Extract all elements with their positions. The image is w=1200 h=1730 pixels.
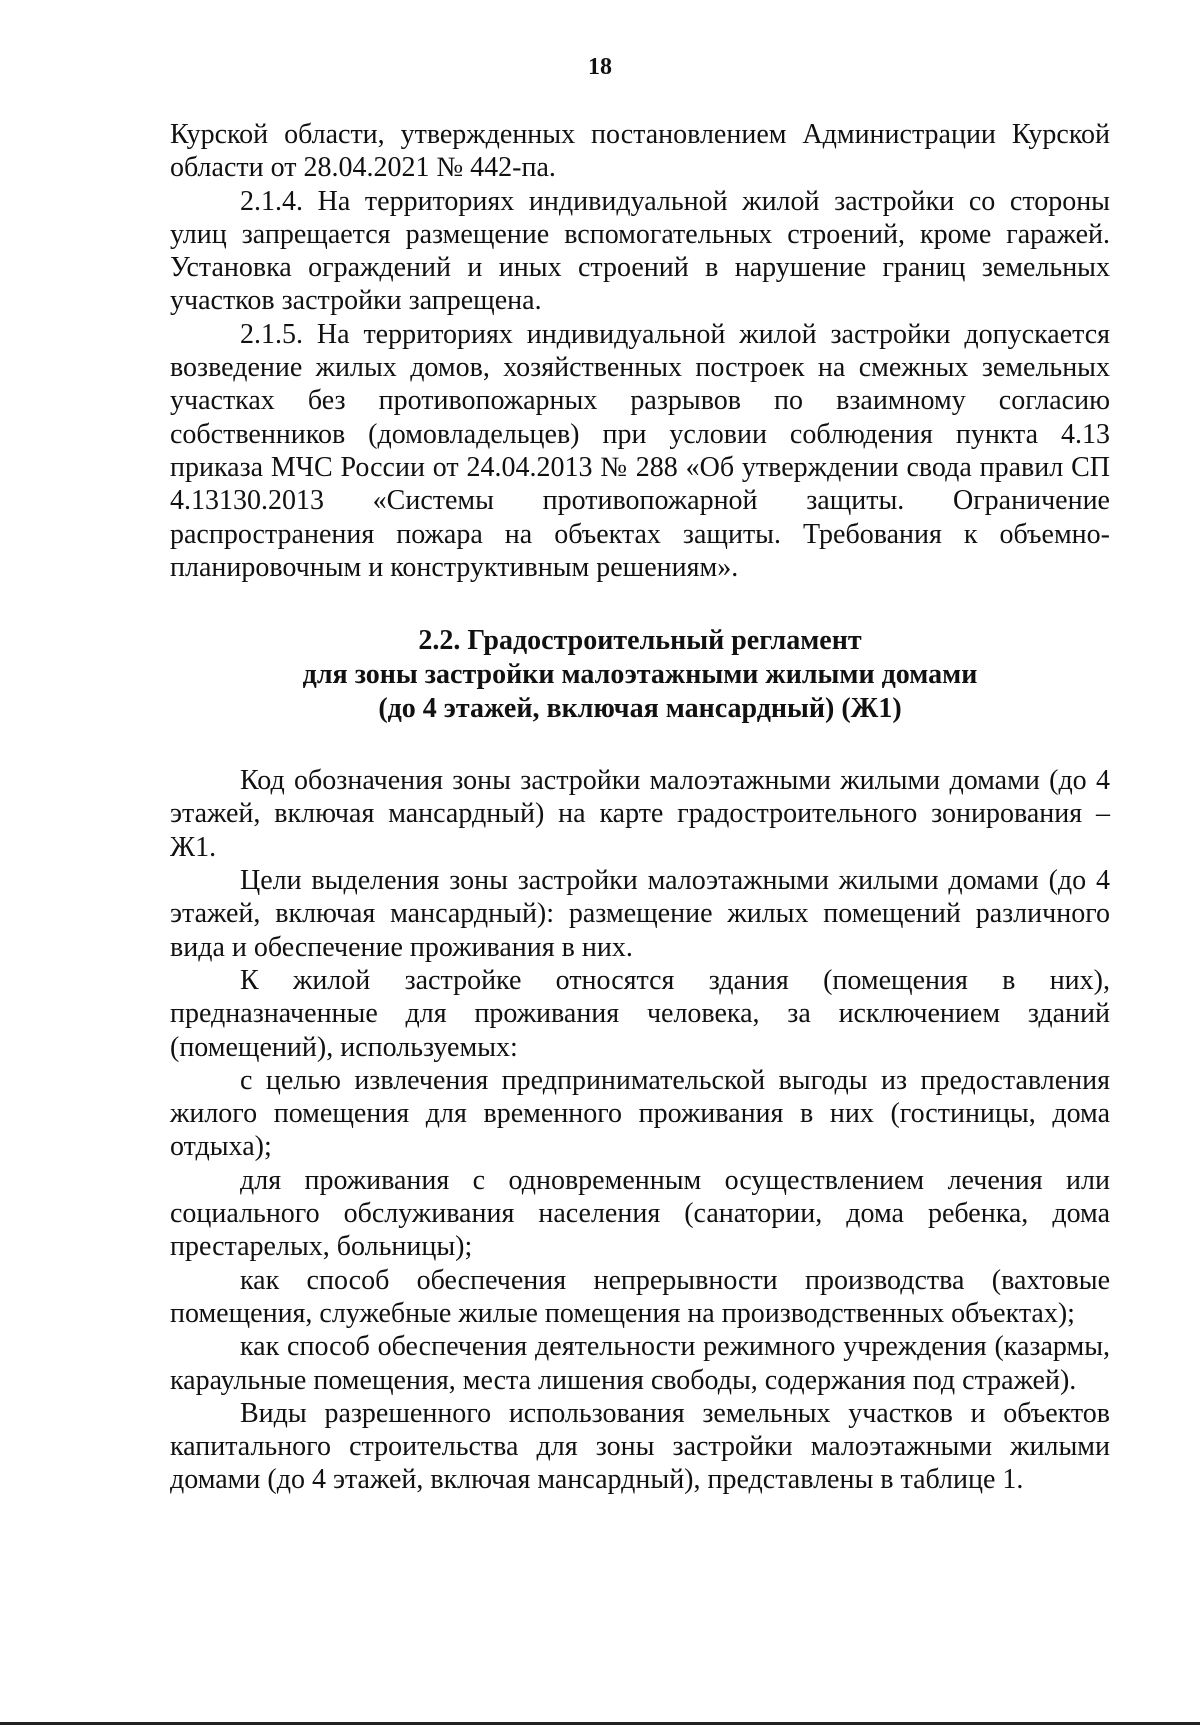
section-heading	[170, 624, 1110, 726]
section-heading-line-1: 2.2. Градостроительный регламент	[418, 625, 862, 657]
document-body	[170, 118, 1110, 1497]
page-number: 18	[588, 54, 612, 80]
paragraph-2-1-4: 2.1.4. На территориях индивидуальной жилой застройки со стороны улиц запрещается размещение вспомогательных строений, кроме гаражей. Установка ограждений и иных строений в нарушение границ земельных участков застройки запрещена.	[170, 185, 1110, 317]
paragraph-permitted-uses: Виды разрешенного использования земельных участков и объектов капитального строительства для зоны застройки малоэтажными жилыми домами (до 4 этажей, включая мансардный), представлены в таблице 1.	[170, 1397, 1110, 1496]
list-item-commercial: с целью извлечения предпринимательской выгоды из предоставления жилого помещения для временного проживания в них (гостиницы, дома отдыха);	[170, 1064, 1110, 1163]
paragraph-continuation: Курской области, утвержденных постановлением Администрации Курской области от 28.04.2021 № 442-па.	[170, 119, 1110, 184]
section-heading-line-2: для зоны застройки малоэтажными жилыми домами	[302, 659, 978, 691]
paragraph-residential-definition: К жилой застройке относятся здания (помещения в них), предназначенные для проживания человека, за исключением зданий (помещений), используемых:	[170, 964, 1110, 1063]
bottom-scan-edge	[0, 1722, 1200, 1725]
list-item-medical: для проживания с одновременным осуществлением лечения или социального обслуживания населения (санатории, дома ребенка, дома престарелых, больницы);	[170, 1164, 1110, 1263]
paragraph-zone-code: Код обозначения зоны застройки малоэтажными жилыми домами (до 4 этажей, включая мансардный) на карте градостроительного зонирования – Ж1.	[170, 765, 1110, 863]
section-heading-line-3: (до 4 этажей, включая мансардный) (Ж1)	[378, 693, 902, 725]
paragraph-zone-goals: Цели выделения зоны застройки малоэтажными жилыми домами (до 4 этажей, включая мансардный): размещение жилых помещений различного вида и обеспечение проживания в них.	[170, 865, 1110, 963]
paragraph-2-1-5: 2.1.5. На территориях индивидуальной жилой застройки допускается возведение жилых домов, хозяйственных построек на смежных земельных участках без противопожарных разрывов по взаимному согласию собственников (домовладельцев) при условии соблюдения пункта 4.13 приказа МЧС России от 24.04.2013 № 288 «Об утверждении свода правил СП 4.13130.2013 «Системы противопожарной защиты. Ограничение распространения пожара на объектах защиты. Требования к объемно-планировочным и конструктивным решениям».	[170, 318, 1110, 583]
list-item-regime: как способ обеспечения деятельности режимного учреждения (казармы, караульные помещения, места лишения свободы, содержания под стражей).	[170, 1331, 1110, 1396]
list-item-production: как способ обеспечения непрерывности производства (вахтовые помещения, служебные жилые помещения на производственных объектах);	[170, 1264, 1110, 1329]
